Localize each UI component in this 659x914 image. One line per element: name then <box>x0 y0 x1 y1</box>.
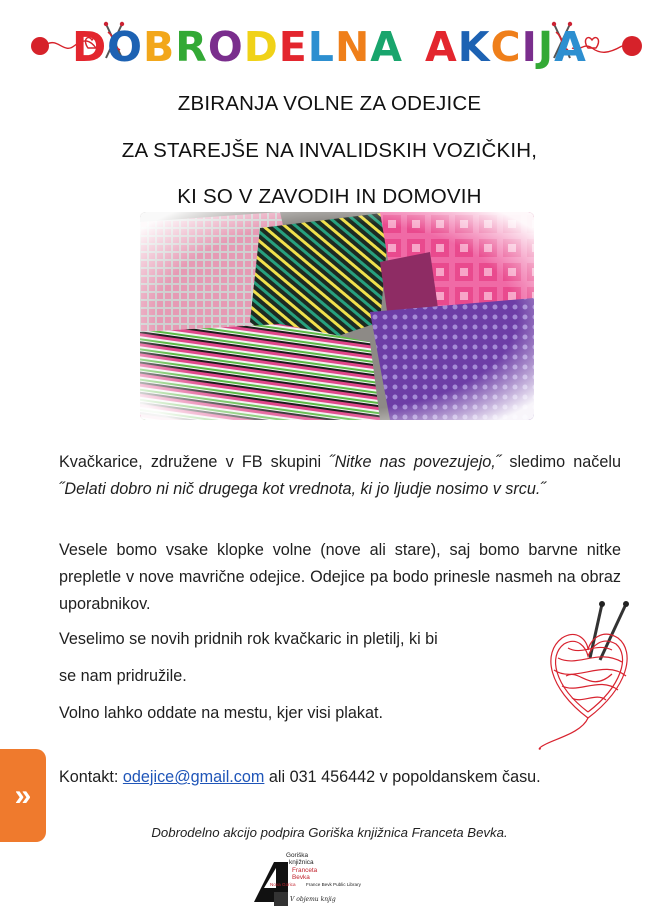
title-letter: N <box>334 23 371 71</box>
logo-tagline: V objemu knjig <box>290 896 336 903</box>
join-us-line-2: se nam pridružile. <box>59 667 187 685</box>
logo-line-1: Goriška <box>286 852 309 859</box>
subtitle-line-2: ZA STAREJŠE NA INVALIDSKIH VOZIČKIH, <box>121 139 538 162</box>
title-letter: A <box>370 23 403 71</box>
logo-city: Nova Gorica <box>270 882 296 887</box>
heart-yarn-needles-icon <box>538 598 638 752</box>
group-name-quote: ˝Nitke nas povezujejo,˝ <box>329 453 502 471</box>
title-letter: I <box>521 23 538 71</box>
sponsor-text: Dobrodelno akcijo podpira Goriška knjižnica Franceta Bevka. <box>151 825 508 840</box>
title-letter: E <box>278 23 308 71</box>
crocheted-blankets-photo <box>140 212 534 420</box>
header-title <box>0 22 659 72</box>
intro-paragraph <box>59 449 621 503</box>
library-logo <box>250 850 380 910</box>
dropoff-line: Volno lahko oddate na mestu, kjer visi plakat. <box>59 704 383 722</box>
title-letter: C <box>490 23 522 71</box>
logo-line-2: knjižnica <box>289 859 314 867</box>
title-letter: K <box>457 23 491 71</box>
logo-line-3: Franceta <box>292 866 318 874</box>
logo-english-name: France Bevk Public Library <box>306 882 361 887</box>
title-letter: D <box>243 23 279 71</box>
title-letter: O <box>107 23 144 71</box>
title-letter: J <box>537 23 555 71</box>
motto-quote: ˝Delati dobro ni nič drugega kot vrednota, ki jo ljudje nosimo v srcu.˝ <box>59 480 546 498</box>
intro-text: Kvačkarice, združene v FB skupini <box>59 453 330 471</box>
contact-line <box>59 764 541 791</box>
subtitle-line-1: ZBIRANJA VOLNE ZA ODEJICE <box>177 92 482 115</box>
intro-mid-text: sledimo načelu <box>501 453 621 471</box>
contact-label: Kontakt: <box>59 768 123 786</box>
double-chevron-right-icon: » <box>14 779 32 812</box>
title-letter <box>403 22 425 72</box>
title-letter: B <box>143 23 176 71</box>
title-letter: L <box>307 23 335 71</box>
logo-line-4: Bevka <box>292 874 310 882</box>
email-link[interactable]: odejice@gmail.com <box>122 768 265 786</box>
join-us-line-1: Veselimo se novih pridnih rok kvačkaric in pletilj, ki bi <box>59 630 438 648</box>
title-letter: D <box>72 23 108 71</box>
title-letter: A <box>554 23 587 71</box>
contact-phone-text: ali 031 456442 v popoldanskem času. <box>264 768 541 786</box>
title-letter: O <box>207 23 244 71</box>
title-letter: R <box>175 23 208 71</box>
subtitle-line-3: KI SO V ZAVODIH IN DOMOVIH <box>177 185 482 208</box>
wool-paragraph: Vesele bomo vsake klopke volne (nove ali stare), saj bomo barvne nitke prepletle v nove mavrične odejice. Odejice pa bodo prinesle nasmeh na obraz uporabnikov. <box>59 541 621 613</box>
title-letter: A <box>425 23 458 71</box>
